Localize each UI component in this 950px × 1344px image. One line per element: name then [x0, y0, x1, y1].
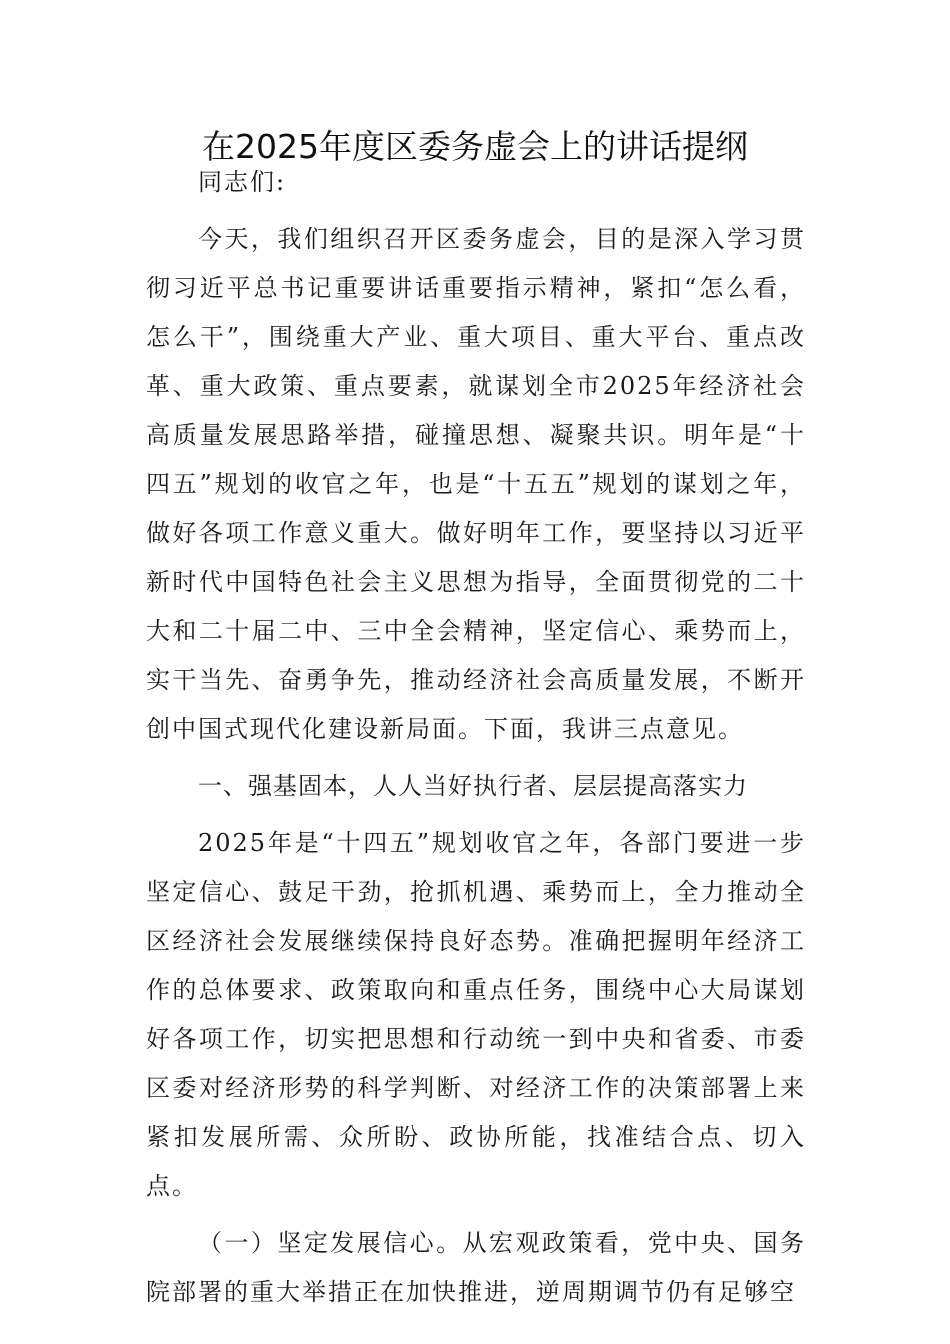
section-heading-1: 一、强基固本，人人当好执行者、层层提高落实力 — [198, 772, 748, 800]
salutation: 同志们: — [198, 168, 287, 196]
document-body — [146, 158, 806, 1317]
paragraph-subsection-1: （一）坚定发展信心。从宏观政策看，党中央、国务院部署的重大举措正在加快推进，逆周期调节仍有足够空 — [146, 1229, 806, 1306]
document-title: 在2025年度区委务虚会上的讲话提纲 — [202, 127, 748, 166]
paragraph-intro: 今天，我们组织召开区委务虚会，目的是深入学习贯彻习近平总书记重要讲话重要指示精神，紧扣“怎么看，怎么干”，围绕重大产业、重大项目、重大平台、重点改革、重大政策、重点要素，就谋划全市2025年经济社会高质量发展思路举措，碰撞思想、凝聚共识。明年是“十四五”规划的收官之年，也是“十五五”规划的谋划之年，做好各项工作意义重大。做好明年工作，要坚持以习近平新时代中国特色社会主义思想为指导，全面贯彻党的二十大和二十届二中、三中全会精神，坚定信心、乘势而上，实干当先、奋勇争先，推动经济社会高质量发展，不断开创中国式现代化建设新局面。下面，我讲三点意见。 — [146, 225, 806, 743]
paragraph-section-1: 2025年是“十四五”规划收官之年，各部门要进一步坚定信心、鼓足干劲，抢抓机遇、乘势而上，全力推动全区经济社会发展继续保持良好态势。准确把握明年经济工作的总体要求、政策取向和重点任务，围绕中心大局谋划好各项工作，切实把思想和行动统一到中央和省委、市委区委对经济形势的科学判断、对经济工作的决策部署上来紧扣发展所需、众所盼、政协所能，找准结合点、切入点。 — [146, 829, 806, 1200]
